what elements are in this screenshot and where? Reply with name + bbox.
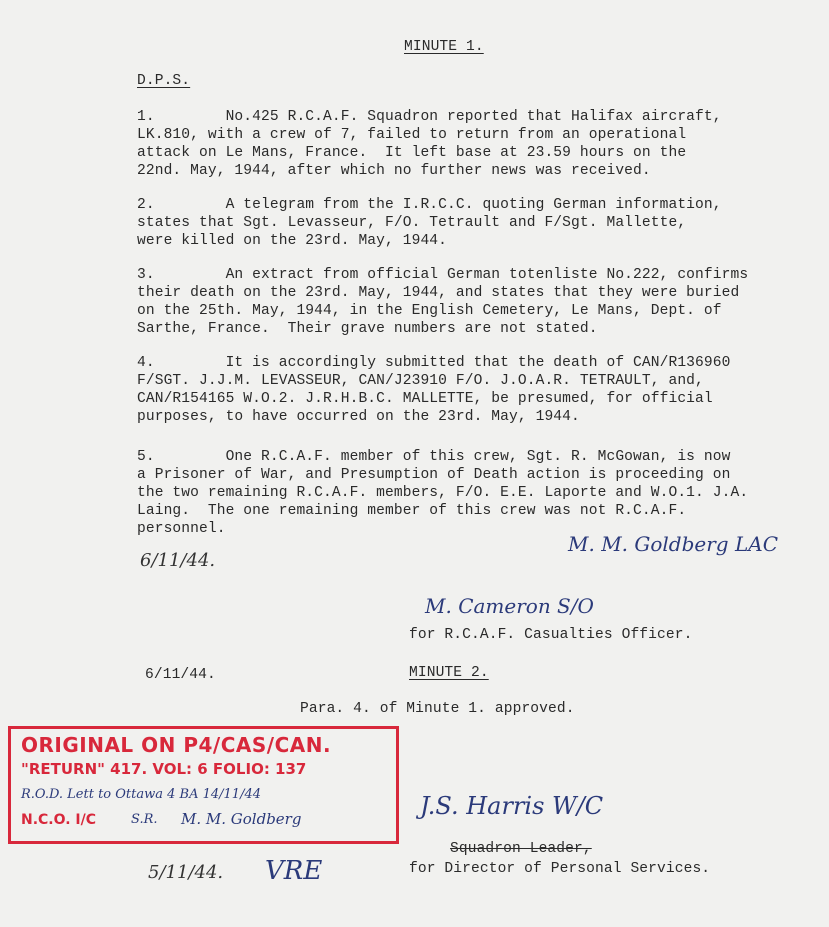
struck-rank: Squadron Leader, [450,841,592,857]
text-line: Laing. The one remaining member of this crew was not R.C.A.F. [137,503,687,519]
text-line: on the 25th. May, 1944, in the English Cemetery, Le Mans, Dept. of [137,303,722,319]
stamp-handwritten-initials: S.R. [131,812,158,827]
text-line: were killed on the 23rd. May, 1944. [137,233,448,249]
text-line: the two remaining R.C.A.F. members, F/O. E.E. Laporte and W.O.1. J.A. [137,485,749,501]
signature-goldberg: M. M. Goldberg LAC [568,532,778,556]
text-line: CAN/R154165 W.O.2. J.R.H.B.C. MALLETTE, be presumed, for official [137,391,713,407]
text-line: Sarthe, France. Their grave numbers are not stated. [137,321,598,337]
text-line: 22nd. May, 1944, after which no further news was received. [137,163,651,179]
director-signoff: for Director of Personal Services. [409,861,711,877]
initials: VRE [265,856,323,886]
addressee: D.P.S. [137,73,191,89]
stamp-line-2: "RETURN" 417. VOL: 6 FOLIO: 137 [21,760,307,778]
text-line: states that Sgt. Levasseur, F/O. Tetrault and F/Sgt. Mallette, [137,215,687,231]
signature-harris: J.S. Harris W/C [420,792,604,820]
stamp-line-3: N.C.O. I/C [21,812,97,828]
text-line: 4. It is accordingly submitted that the death of CAN/R136960 [137,355,731,371]
minute2-heading: MINUTE 2. [409,665,489,681]
text-line: F/SGT. J.J.M. LEVASSEUR, CAN/J23910 F/O. J.O.A.R. TETRAULT, and, [137,373,704,389]
text-line: their death on the 23rd. May, 1944, and states that they were buried [137,285,740,301]
signature-cameron: M. Cameron S/O [425,594,594,618]
text-line: 1. No.425 R.C.A.F. Squadron reported that Halifax aircraft, [137,109,722,125]
minute1-heading: MINUTE 1. [404,39,484,55]
minute1-date2: 6/11/44. [145,667,216,683]
text-line: 3. An extract from official German totenliste No.222, confirms [137,267,749,283]
text-line: 2. A telegram from the I.R.C.C. quoting German information, [137,197,722,213]
stamp-handwritten-signature: M. M. Goldberg [181,810,302,828]
minute2-date: 5/11/44. [148,862,224,883]
text-line: 5. One R.C.A.F. member of this crew, Sgt. R. McGowan, is now [137,449,731,465]
text-line: LK.810, with a crew of 7, failed to return from an operational [137,127,687,143]
handwritten-date: 6/11/44. [140,550,216,571]
casualties-officer-signoff: for R.C.A.F. Casualties Officer. [409,627,693,643]
minute2-approval: Para. 4. of Minute 1. approved. [300,701,575,717]
text-line: a Prisoner of War, and Presumption of Death action is proceeding on [137,467,731,483]
text-line: personnel. [137,521,226,537]
text-line: purposes, to have occurred on the 23rd. May, 1944. [137,409,580,425]
red-file-stamp [8,726,399,844]
stamp-handwritten-note: R.O.D. Lett to Ottawa 4 BA 14/11/44 [21,787,261,802]
stamp-line-1: ORIGINAL ON P4/CAS/CAN. [21,733,332,757]
text-line: attack on Le Mans, France. It left base at 23.59 hours on the [137,145,687,161]
